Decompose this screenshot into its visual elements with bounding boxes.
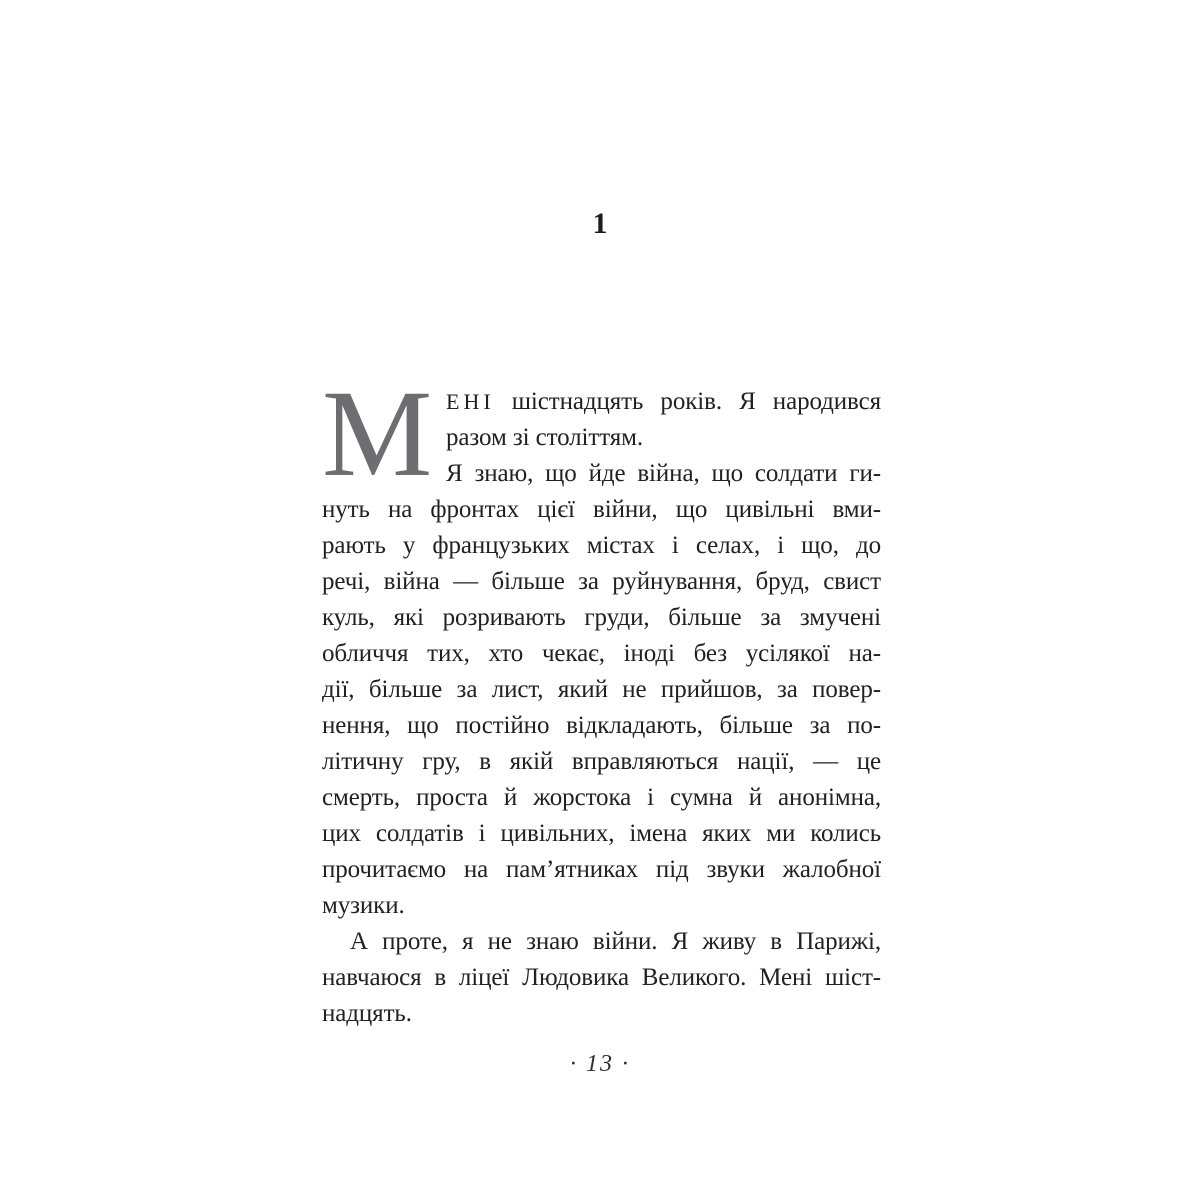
- text-line: обличчя тих, хто чекає, іноді без усілякої на-: [322, 640, 881, 667]
- text-line-rest: шістнадцять років. Я народився: [511, 388, 881, 415]
- page-number: · 13 ·: [570, 1051, 630, 1077]
- text-line: надцять.: [322, 1000, 412, 1027]
- text-line: музики.: [322, 892, 405, 919]
- text-line: прочитаємо на пам’ятниках під звуки жалобної: [322, 856, 881, 883]
- text-line: рають у французьких містах і селах, і що, до: [322, 532, 881, 559]
- text-line: А проте, я не знаю війни. Я живу в Парижі,: [350, 928, 881, 955]
- text-line: речі, війна — більше за руйнування, бруд, свист: [322, 568, 881, 595]
- text-line: разом зі століттям.: [446, 424, 643, 451]
- text-line: нуть на фронтах цієї війни, що цивільні вми-: [322, 496, 881, 523]
- text-line: літичну гру, в якій вправляються нації, — це: [322, 748, 881, 775]
- lead-small-caps: ЕНІ: [446, 389, 495, 414]
- chapter-number: 1: [592, 207, 608, 240]
- text-line: дії, більше за лист, який не прийшов, за повер-: [322, 676, 881, 703]
- text-line: нення, що постійно відкладають, більше за по-: [322, 712, 881, 739]
- text-line: навчаюся в ліцеї Людовика Великого. Мені шіст-: [322, 964, 881, 991]
- text-line: куль, які розривають груди, більше за змучені: [322, 604, 881, 631]
- text-line: Я знаю, що йде війна, що солдати ги-: [446, 460, 881, 487]
- dropcap-letter: М: [322, 365, 433, 502]
- text-line: цих солдатів і цивільних, імена яких ми колись: [322, 820, 881, 847]
- text-line: смерть, проста й жорстока і сумна й анонімна,: [322, 784, 881, 811]
- body-text-block: [322, 365, 881, 1032]
